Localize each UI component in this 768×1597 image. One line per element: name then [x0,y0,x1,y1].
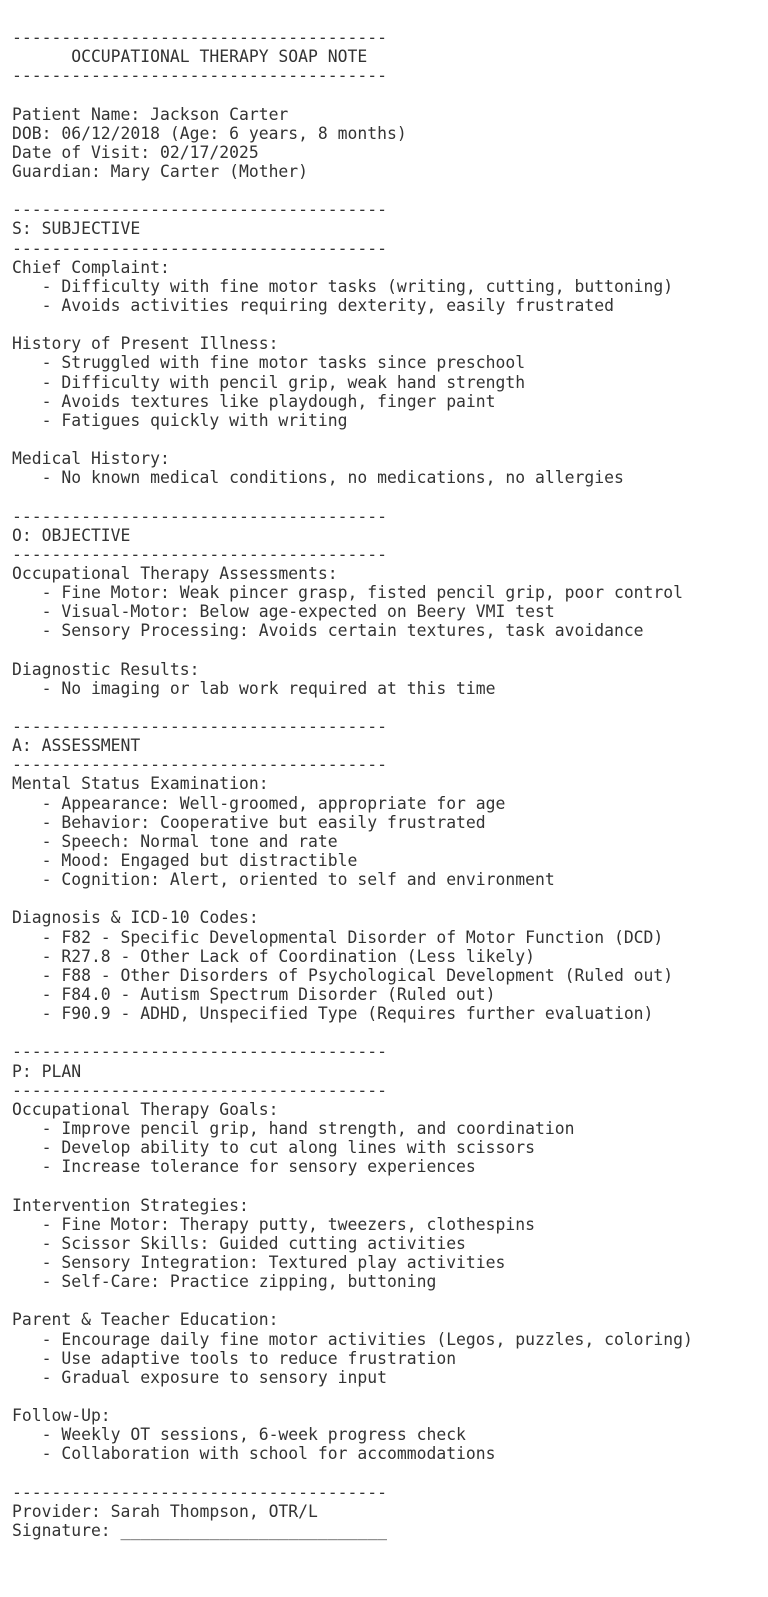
divider-line: -------------------------------------- [12,1080,387,1100]
text-line: - Weekly OT sessions, 6-week progress check [12,1425,466,1445]
blank-line [12,430,768,449]
divider-line: -------------------------------------- [12,238,387,258]
text-line: - F84.0 - Autism Spectrum Disorder (Ruled out) [12,985,496,1005]
text-line: Chief Complaint: [12,257,170,277]
text-line: Diagnosis & ICD-10 Codes: [12,908,259,928]
text-line: Guardian: Mary Carter (Mother) [12,161,309,181]
blank-line [12,1023,768,1042]
text-line: - Difficulty with pencil grip, weak hand strength [12,372,526,392]
divider-line: -------------------------------------- [12,506,387,526]
text-line: Date of Visit: 02/17/2025 [12,142,259,162]
divider-line: -------------------------------------- [12,66,387,86]
text-line: Diagnostic Results: [12,659,200,679]
blank-line [12,181,768,200]
text-line: - Fine Motor: Therapy putty, tweezers, clothespins [12,1214,536,1234]
blank-line [12,1464,768,1483]
divider-line: -------------------------------------- [12,1482,387,1502]
text-line: - Sensory Processing: Avoids certain textures, task avoidance [12,621,644,641]
text-line: - Mood: Engaged but distractible [12,851,358,871]
text-line: - Behavior: Cooperative but easily frustrated [12,812,486,832]
text-line: Intervention Strategies: [12,1195,249,1215]
divider-line: -------------------------------------- [12,717,387,737]
divider-line: -------------------------------------- [12,755,387,775]
text-line: - Sensory Integration: Textured play activities [12,1253,506,1272]
blank-line [12,487,768,506]
text-line: Occupational Therapy Assessments: [12,563,338,583]
blank-line [12,698,768,717]
divider-line: -------------------------------------- [12,1042,387,1062]
divider-line: -------------------------------------- [12,544,387,564]
text-line: Patient Name: Jackson Carter [12,104,289,124]
text-line: - Encourage daily fine motor activities (Legos, puzzles, coloring) [12,1329,693,1349]
text-line: - Speech: Normal tone and rate [12,831,338,851]
text-line: - Improve pencil grip, hand strength, and coordination [12,1119,575,1139]
blank-line [12,641,768,660]
blank-line [12,1176,768,1195]
text-line: - Cognition: Alert, oriented to self and environment [12,870,555,890]
text-line: - Develop ability to cut along lines with scissors [12,1138,536,1158]
text-line: - Scissor Skills: Guided cutting activities [12,1233,466,1253]
text-line: Follow-Up: [12,1406,111,1426]
text-line: - No imaging or lab work required at this time [12,678,496,698]
blank-line [12,889,768,908]
text-line: - Collaboration with school for accommodations [12,1444,496,1464]
text-line: History of Present Illness: [12,334,279,354]
text-line: - Difficulty with fine motor tasks (writing, cutting, buttoning) [12,276,674,296]
text-line: - No known medical conditions, no medications, no allergies [12,468,624,488]
text-line: - Struggled with fine motor tasks since preschool [12,353,526,373]
text-line: P: PLAN [12,1061,82,1081]
text-line: S: SUBJECTIVE [12,219,141,239]
text-line: - Gradual exposure to sensory input [12,1367,387,1387]
text-line: Occupational Therapy Goals: [12,1099,279,1119]
divider-line: -------------------------------------- [12,200,387,220]
text-line: OCCUPATIONAL THERAPY SOAP NOTE [12,47,368,67]
text-line: O: OBJECTIVE [12,525,131,545]
text-line: - R27.8 - Other Lack of Coordination (Less likely) [12,946,536,966]
text-line: - F82 - Specific Developmental Disorder of Motor Function (DCD) [12,927,664,947]
text-line: Medical History: [12,449,170,469]
text-line: Parent & Teacher Education: [12,1310,279,1330]
blank-line [12,1387,768,1406]
text-line: - Increase tolerance for sensory experiences [12,1157,476,1177]
text-line: - Avoids activities requiring dexterity, easily frustrated [12,295,614,315]
text-line: - Use adaptive tools to reduce frustration [12,1348,457,1368]
text-line: - F90.9 - ADHD, Unspecified Type (Requires further evaluation) [12,1004,654,1024]
text-line: - F88 - Other Disorders of Psychological Development (Ruled out) [12,965,674,985]
text-line: - Visual-Motor: Below age-expected on Beery VMI test [12,602,555,622]
text-line: A: ASSESSMENT [12,736,141,756]
text-line: Mental Status Examination: [12,774,269,794]
text-line: - Appearance: Well-groomed, appropriate for age [12,793,506,813]
blank-line [12,315,768,334]
text-line: - Avoids textures like playdough, finger paint [12,391,496,411]
text-line: - Fatigues quickly with writing [12,410,348,430]
text-line: DOB: 06/12/2018 (Age: 6 years, 8 months) [12,123,407,143]
text-line: Provider: Sarah Thompson, OTR/L [12,1501,318,1521]
blank-line [12,1291,768,1310]
blank-line [12,85,768,104]
text-line: - Fine Motor: Weak pincer grasp, fisted pencil grip, poor control [12,583,684,603]
text-line: - Self-Care: Practice zipping, buttoning [12,1272,437,1292]
divider-line: -------------------------------------- [12,28,387,47]
text-line: Signature: ___________________________ [12,1520,387,1540]
